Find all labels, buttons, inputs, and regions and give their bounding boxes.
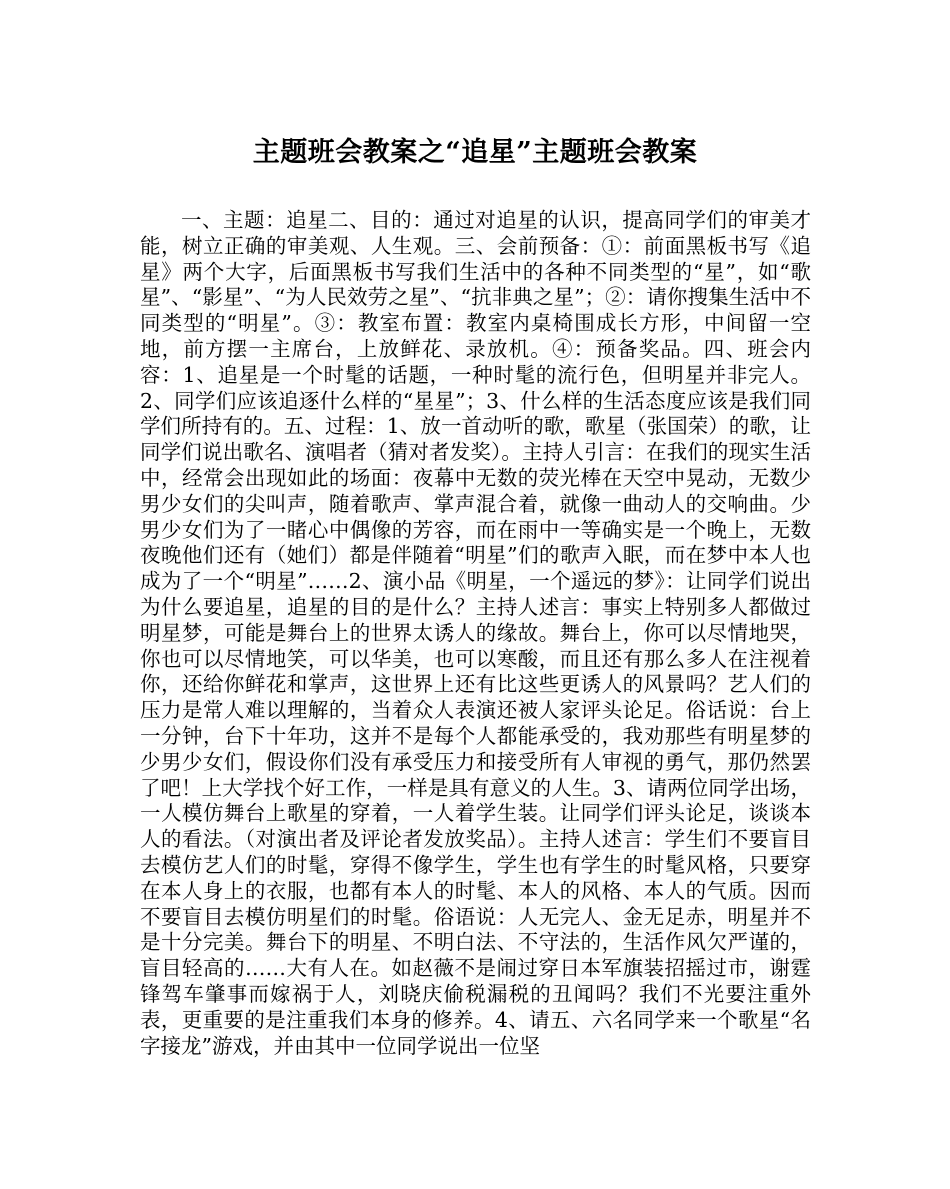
document-body-paragraph: 一、主题：追星二、目的：通过对追星的认识，提高同学们的审美才能，树立正确的审美观、人生观。三、会前预备：①：前面黑板书写《追星》两个大字，后面黑板书写我们生活中的各种不同类型的“星”，如“歌星”、“影星”、“为人民效劳之星”、“抗非典之星”；②：请你搜集生活中不同类型的“明星”。③：教室布置：教室内桌椅围成长方形，中间留一空地，前方摆一主席台，上放鲜花、录放机。④：预备奖品。四、班会内容：1、追星是一个时髦的话题，一种时髦的流行色，但明星并非完人。2、同学们应该追逐什么样的“星星”；3、什么样的生活态度应该是我们同学们所持有的。五、过程：1、放一首动听的歌，歌星（张国荣）的歌，让同学们说出歌名、演唱者（猜对者发奖）。主持人引言：在我们的现实生活中，经常会出现如此的场面：夜幕中无数的荧光棒在天空中晃动，无数少男少女们的尖叫声，随着歌声、掌声混合着，就像一曲动人的交响曲。少男少女们为了一睹心中偶像的芳容，而在雨中一等确实是一个晚上，无数夜晚他们还有（她们）都是伴随着“明星”们的歌声入眠，而在梦中本人也成为了一个“明星”……2、演小品《明星，一个遥远的梦》：让同学们说出为什么要追星，追星的目的是什么？主持人述言：事实上特别多人都做过明星梦，可能是舞台上的世界太诱人的缘故。舞台上，你可以尽情地哭，你也可以尽情地笑，可以华美，也可以寒酸，而且还有那么多人在注视着你，还给你鲜花和掌声，这世界上还有比这些更诱人的风景吗？艺人们的压力是常人难以理解的，当着众人表演还被人家评头论足。俗话说：台上一分钟，台下十年功，这并不是每个人都能承受的，我劝那些有明星梦的少男少女们，假设你们没有承受压力和接受所有人审视的勇气，那仍然罢了吧！上大学找个好工作，一样是具有意义的人生。3、请两位同学出场，一人模仿舞台上歌星的穿着，一人着学生装。让同学们评头论足，谈谈本人的看法。（对演出者及评论者发放奖品）。主持人述言：学生们不要盲目去模仿艺人们的时髦，穿得不像学生，学生也有学生的时髦风格，只要穿在本人身上的衣服，也都有本人的时髦、本人的风格、本人的气质。因而不要盲目去模仿明星们的时髦。俗语说：人无完人、金无足赤，明星并不是十分完美。舞台下的明星、不明白法、不守法的，生活作风欠严谨的，盲目轻高的……大有人在。如赵薇不是闹过穿日本军旗装招摇过市，谢霆锋驾车肇事而嫁祸于人，刘晓庆偷税漏税的丑闻吗？我们不光要注重外表，更重要的是注重我们本身的修养。4、请五、六名同学来一个歌星“名字接龙”游戏，并由其中一位同学说出一位坚 — [140, 208, 811, 1058]
document-title: 主题班会教案之“追星”主题班会教案 — [252, 137, 698, 168]
